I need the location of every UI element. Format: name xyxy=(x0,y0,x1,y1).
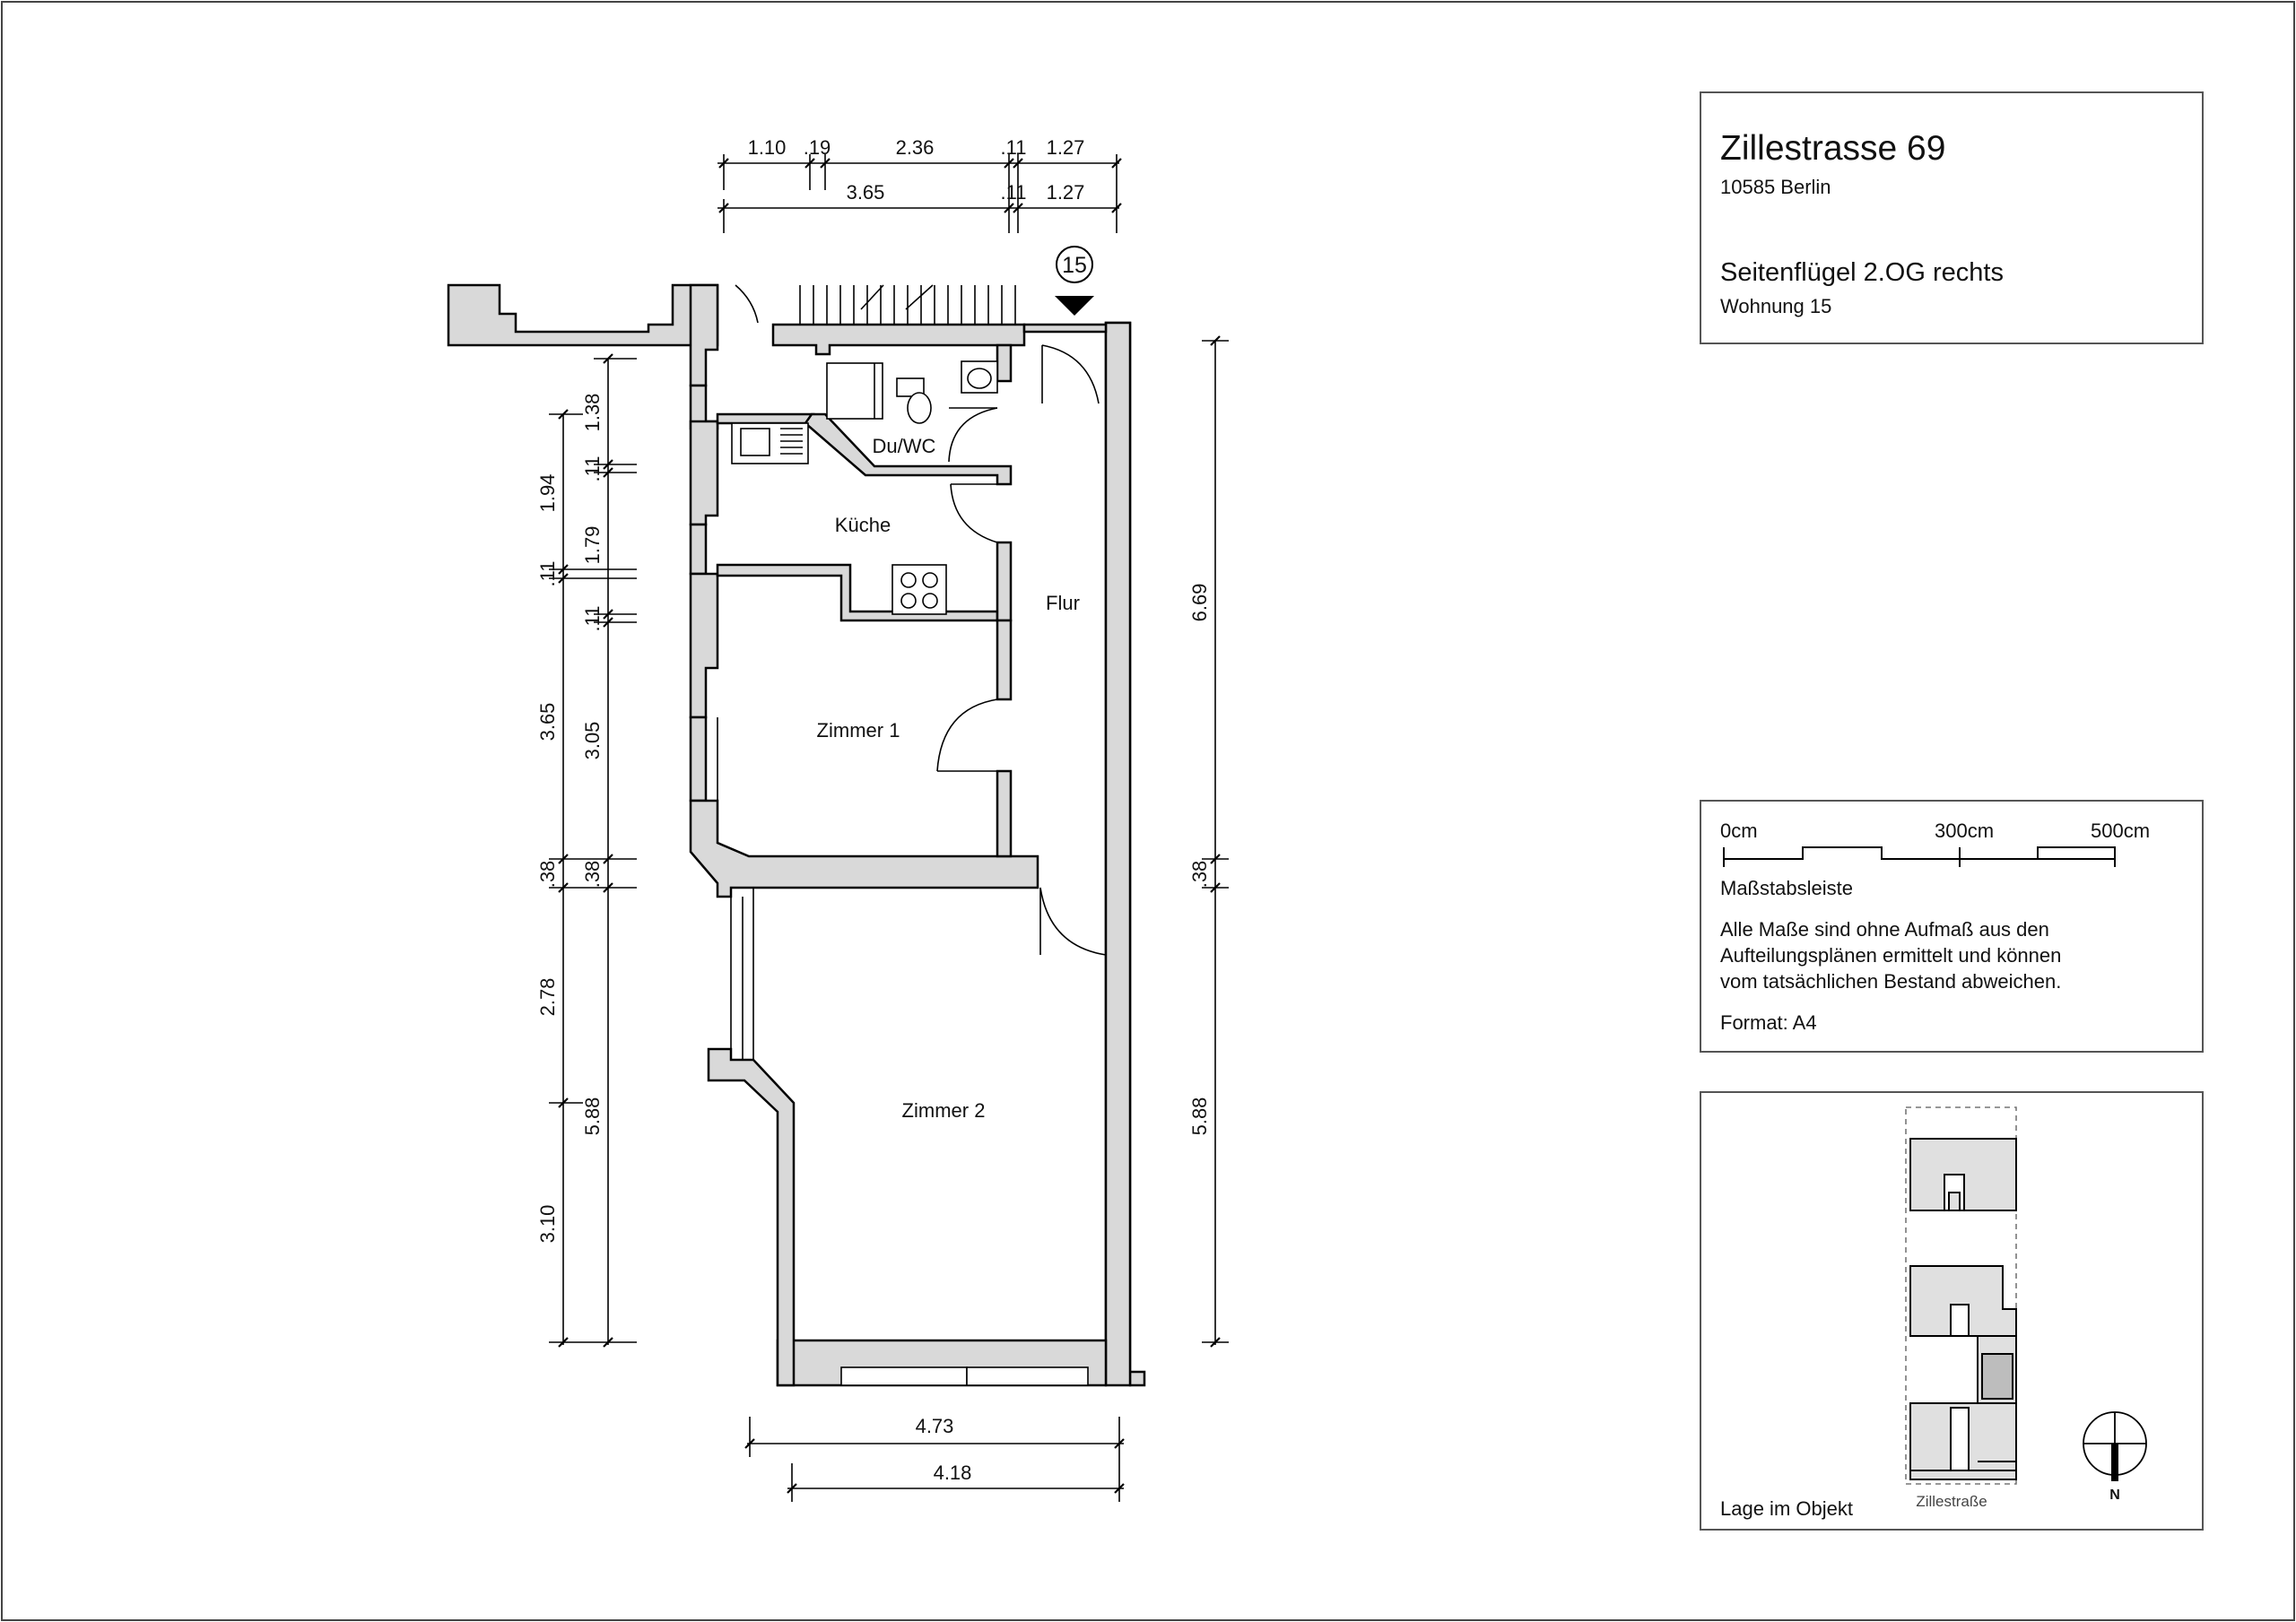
scale-note-line-1: Alle Maße sind ohne Aufmaß aus den xyxy=(1720,918,2049,941)
scale-label-300: 300cm xyxy=(1935,820,1995,842)
scale-note-line-3: vom tatsächlichen Bestand abweichen. xyxy=(1720,970,2062,993)
dim-left-9: 1.79 xyxy=(581,525,604,565)
dimension-right xyxy=(1188,336,1229,1347)
dim-left-10: .11 xyxy=(581,605,604,632)
entrance-arrow-icon xyxy=(1055,296,1094,316)
dim-left-8: .11 xyxy=(581,455,604,482)
room2-window xyxy=(731,888,753,1060)
dim-left-1: 1.94 xyxy=(536,473,559,513)
dim-bottom-2: 4.18 xyxy=(933,1462,972,1484)
dim-left-12: .38 xyxy=(581,860,604,889)
dim-top-2: .19 xyxy=(803,136,831,159)
title-block xyxy=(1700,92,2203,343)
dim-left-6: 3.10 xyxy=(536,1204,559,1244)
entrance-marker xyxy=(1055,247,1094,316)
site-street-label: Zillestraße xyxy=(1916,1493,1987,1510)
site-unit-highlight xyxy=(1982,1354,2013,1399)
dim-top-7: .11 xyxy=(1000,181,1027,204)
dimension-top xyxy=(718,136,1121,233)
dim-left-3: 3.65 xyxy=(536,702,559,742)
dim-top-5: 1.27 xyxy=(1046,136,1085,159)
scale-label-0: 0cm xyxy=(1720,820,1758,842)
room-labels xyxy=(817,435,1080,1122)
dim-top-4: .11 xyxy=(1000,136,1027,159)
dim-left-11: 3.05 xyxy=(581,721,604,760)
dim-left-5: 2.78 xyxy=(536,977,559,1017)
dim-left-7: 1.38 xyxy=(581,393,604,432)
address-city: 10585 Berlin xyxy=(1720,176,1831,198)
dim-right-2: .38 xyxy=(1188,860,1211,889)
room-label-kitchen: Küche xyxy=(834,514,891,536)
site-plan-block xyxy=(1700,1092,2203,1530)
scale-note-line-2: Aufteilungsplänen ermittelt und können xyxy=(1720,944,2062,967)
dim-left-13: 5.88 xyxy=(581,1097,604,1136)
dim-top-3: 2.36 xyxy=(895,136,935,159)
unit-location: Seitenflügel 2.OG rechts xyxy=(1720,258,2004,287)
dim-bottom-1: 4.73 xyxy=(915,1415,954,1437)
dim-top-8: 1.27 xyxy=(1046,181,1085,204)
room-label-hall: Flur xyxy=(1046,592,1080,614)
room-label-bath: Du/WC xyxy=(872,435,936,457)
address-street: Zillestrasse 69 xyxy=(1720,129,1946,168)
interior-walls xyxy=(709,323,1130,1385)
unit-name: Wohnung 15 xyxy=(1720,295,1832,317)
north-label: N xyxy=(2109,1488,2120,1503)
toilet-bowl xyxy=(908,393,931,423)
unit-number-marker: 15 xyxy=(1062,253,1087,278)
dim-top-6: 3.65 xyxy=(846,181,885,204)
dim-left-2: .11 xyxy=(536,560,559,587)
dim-right-3: 5.88 xyxy=(1188,1097,1211,1136)
scale-title: Maßstabsleiste xyxy=(1720,877,1853,899)
dim-top-1: 1.10 xyxy=(747,136,787,159)
dimension-bottom xyxy=(745,1415,1124,1502)
stove xyxy=(892,565,946,614)
room-label-room1: Zimmer 1 xyxy=(816,719,900,742)
room-label-room2: Zimmer 2 xyxy=(901,1099,986,1122)
bottom-windows xyxy=(841,1367,1088,1385)
dim-right-1: 6.69 xyxy=(1188,583,1211,622)
site-plan-label: Lage im Objekt xyxy=(1720,1497,1853,1520)
scale-block xyxy=(1700,801,2203,1052)
format-label: Format: A4 xyxy=(1720,1011,1817,1034)
dimension-left xyxy=(536,354,637,1347)
dim-left-4: .38 xyxy=(536,860,559,889)
scale-label-500: 500cm xyxy=(2091,820,2151,842)
